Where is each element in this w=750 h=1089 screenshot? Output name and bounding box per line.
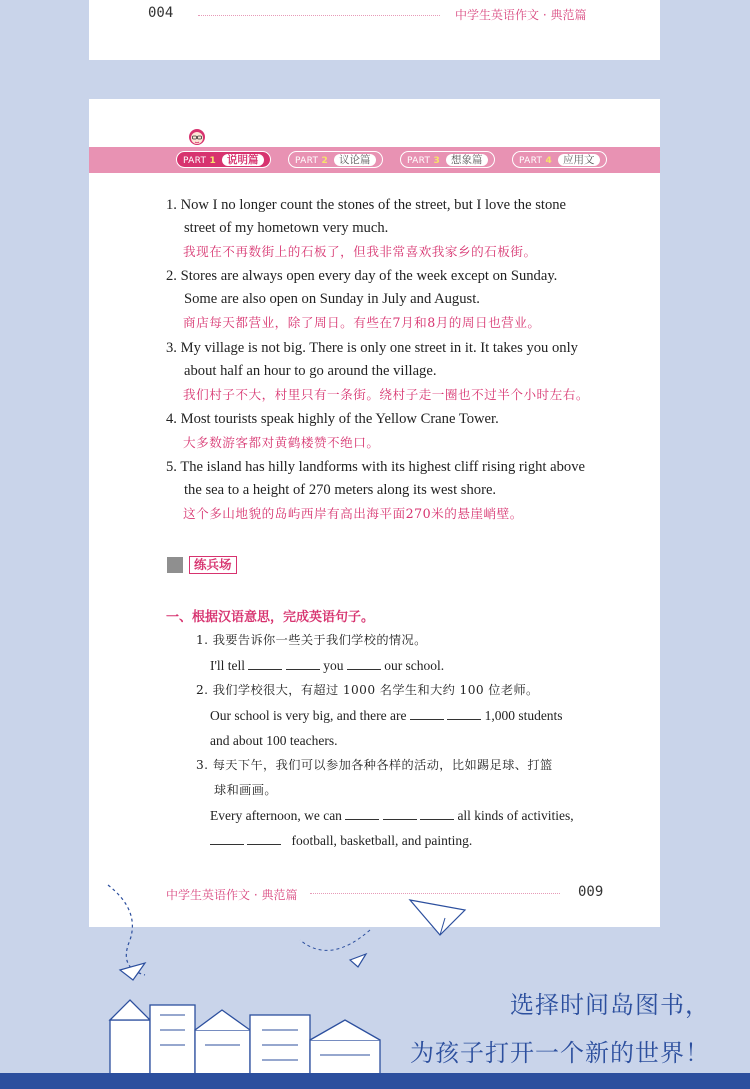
answer-blank[interactable] — [420, 809, 454, 820]
exercise-en-cont: football, basketball, and painting. — [196, 828, 616, 853]
exercise-zh-cont: 球和画画。 — [214, 783, 277, 797]
sentence-zh: 我现在不再数街上的石板了，但我非常喜欢我家乡的石板街。 — [183, 244, 537, 259]
paper-plane-icon — [350, 954, 366, 967]
exercise-en: I'll tell you our school. — [210, 658, 445, 673]
sentence-en: 5. The island has hilly landforms with its highest cliff rising right above — [166, 459, 585, 475]
sentence-item — [166, 265, 610, 335]
sentence-item — [166, 456, 610, 526]
answer-blank[interactable] — [410, 709, 444, 720]
practice-section-label: 练兵场 — [189, 556, 237, 574]
tab-part-4[interactable]: PART 4 应用文 — [512, 151, 607, 168]
exercise-zh: 3. 每天下午，我们可以参加各种各样的活动，比如踢足球、打篮 — [196, 758, 553, 772]
sentence-en-cont: the sea to a height of 270 meters along its west shore. — [184, 482, 497, 498]
exercise-zh: 2. 我们学校很大，有超过 1000 名学生和大约 100 位老师。 — [196, 683, 539, 697]
tab-part-1[interactable]: PART 1 说明篇 — [176, 151, 271, 168]
book-title-top: 中学生英语作文 · 典范篇 — [455, 8, 587, 22]
exercise-item — [196, 628, 616, 678]
sentence-en: 3. My village is not big. There is only one street in it. It takes you only — [166, 340, 578, 356]
sentence-en-cont: about half an hour to go around the village. — [184, 363, 437, 379]
sentence-en: 1. Now I no longer count the stones of the street, but I love the stone — [166, 197, 567, 213]
sentence-item — [166, 408, 610, 455]
sentence-zh: 商店每天都营业，除了周日。有些在7月和8月的周日也营业。 — [183, 315, 541, 330]
page-number-top: 004 — [148, 5, 174, 21]
exercise-en: Our school is very big, and there are 1,000 students — [210, 708, 563, 723]
tab-part-3[interactable]: PART 3 想象篇 — [400, 151, 495, 168]
answer-blank[interactable] — [347, 659, 381, 670]
sentence-zh: 我们村子不大，村里只有一条街。绕村子走一圈也不过半个小时左右。 — [183, 387, 589, 402]
page-number-bottom: 009 — [578, 884, 604, 900]
bottom-stripe — [0, 1073, 750, 1089]
answer-blank[interactable] — [247, 834, 281, 845]
sentence-en: 2. Stores are always open every day of the week except on Sunday. — [166, 268, 558, 284]
sentence-item — [166, 194, 610, 264]
sentence-zh: 大多数游客都对黄鹤楼赞不绝口。 — [183, 435, 380, 450]
exercise-item — [196, 753, 616, 853]
sentence-item — [166, 337, 610, 407]
girl-icon — [186, 127, 208, 149]
section-marker — [167, 557, 183, 573]
answer-blank[interactable] — [383, 809, 417, 820]
slogan-line-2: 为孩子打开一个新的世界！ — [410, 1039, 710, 1067]
sentence-zh: 这个多山地貌的岛屿西岸有高出海平面270米的悬崖峭壁。 — [183, 506, 523, 521]
paper-plane-icon — [120, 963, 145, 980]
book-title-bottom: 中学生英语作文 · 典范篇 — [166, 888, 298, 902]
sentence-en-cont: Some are also open on Sunday in July and August. — [184, 291, 480, 307]
exercise-en-cont: and about 100 teachers. — [210, 733, 338, 748]
header-divider — [198, 15, 440, 16]
exercise-zh: 1. 我要告诉你一些关于我们学校的情况。 — [196, 633, 427, 647]
sentence-en-cont: street of my hometown very much. — [184, 220, 389, 236]
answer-blank[interactable] — [248, 659, 282, 670]
answer-blank[interactable] — [286, 659, 320, 670]
exercise-item — [196, 678, 616, 753]
answer-blank[interactable] — [447, 709, 481, 720]
answer-blank[interactable] — [345, 809, 379, 820]
paper-plane-icon — [410, 900, 465, 935]
slogan-line-1: 选择时间岛图书， — [510, 991, 710, 1019]
question-title: 一、根据汉语意思，完成英语句子。 — [166, 610, 375, 625]
sentence-en: 4. Most tourists speak highly of the Yellow Crane Tower. — [166, 411, 499, 427]
tab-part-2[interactable]: PART 2 议论篇 — [288, 151, 383, 168]
answer-blank[interactable] — [210, 834, 244, 845]
exercise-en: Every afternoon, we can all kinds of activities, — [210, 808, 574, 823]
